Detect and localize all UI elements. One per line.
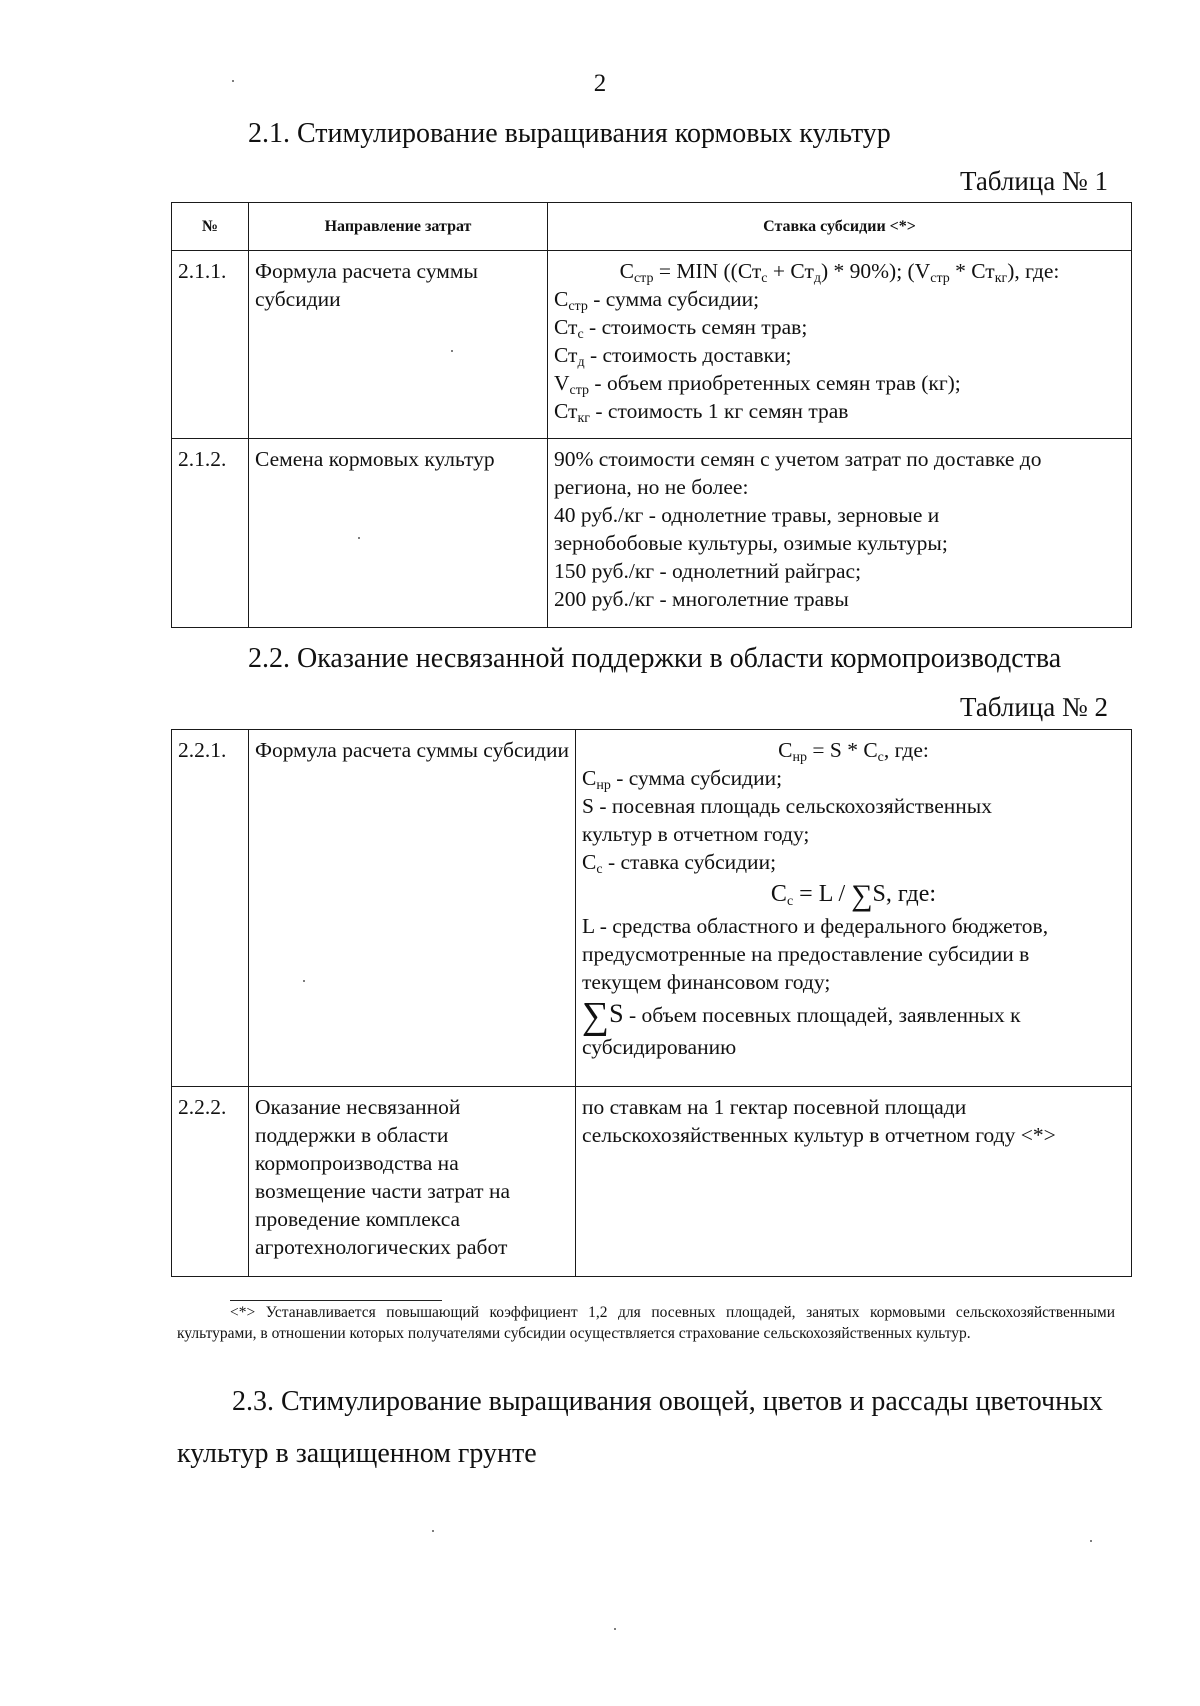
rate-line: 40 руб./кг - однолетние травы, зерновые и: [554, 503, 940, 527]
rate-line: 150 руб./кг - однолетний райграс;: [554, 559, 862, 583]
definition-line: ∑S - объем посевных площадей, заявленных к: [582, 995, 1021, 1037]
row-num: 2.2.1.: [172, 730, 249, 1087]
definition-line: предусмотренные на предоставление субсидии в: [582, 942, 1030, 966]
section-2-3-heading-line2: культур в защищенном грунте: [177, 1438, 537, 1469]
direction-line: поддержки в области: [255, 1123, 449, 1147]
table-2-caption: Таблица № 2: [960, 692, 1108, 722]
header-rate: Ставка субсидии <*>: [548, 203, 1132, 251]
row-num: 2.2.2.: [172, 1087, 249, 1277]
definition-line: $V_{стр}$ - объем приобретенных семян трав (кг);: [554, 371, 961, 398]
row-num: 2.1.1.: [172, 251, 249, 439]
definition-line: $С_{нр}$ - сумма субсидии;: [582, 766, 783, 793]
row-num: 2.1.2.: [172, 439, 249, 628]
page-number: 2: [593, 70, 607, 97]
table-row: [172, 1087, 1132, 1277]
scan-speck: [432, 1530, 434, 1532]
table-row: [172, 730, 1132, 1087]
scan-speck: [303, 980, 305, 982]
table-1-header-row: [172, 203, 1132, 251]
footnote: <*> Устанавливается повышающий коэффициент 1,2 для посевных площадей, занятых кормовыми сельскохозяйственными культурами, в отношении которых получателями субсидии осуществляется страхование сельскохозяйственных культур.: [177, 1304, 1115, 1342]
formula-line: $С_с = L / \sum S$, где:: [770, 879, 937, 912]
row-direction: Семена кормовых культур: [249, 439, 548, 628]
table-1-caption: Таблица № 1: [960, 166, 1108, 196]
header-num: №: [172, 203, 249, 251]
direction-line: кормопроизводства на: [255, 1151, 459, 1175]
rate-line: 90% стоимости семян с учетом затрат по доставке до: [554, 447, 1042, 471]
direction-line: Оказание несвязанной: [255, 1095, 461, 1119]
rate-line: 200 руб./кг - многолетние травы: [554, 587, 849, 611]
section-2-3-heading-line1: 2.3. Стимулирование выращивания овощей, цветов и рассады цветочных: [232, 1386, 1103, 1417]
section-2-1-heading: 2.1. Стимулирование выращивания кормовых культур: [248, 118, 891, 149]
scan-speck: [358, 537, 360, 539]
table-row: [172, 251, 1132, 439]
rate-line: по ставкам на 1 гектар посевной площади: [582, 1095, 967, 1119]
rate-line: сельскохозяйственных культур в отчетном году <*>: [582, 1123, 1056, 1147]
definition-line: S - посевная площадь сельскохозяйственных: [582, 794, 992, 818]
table-1: [171, 202, 1132, 628]
formula-line: $С_{стр}$ = MIN $((Ст_с + Ст_д) * 90\%)$; $(V_{стр} * Ст_{кг})$, где:: [619, 259, 1060, 286]
row-rate: [576, 1087, 1132, 1277]
definition-line: текущем финансовом году;: [582, 970, 831, 994]
row-rate: [548, 439, 1132, 628]
row-direction: Формула расчета суммы субсидии: [249, 730, 576, 1087]
row-direction: Формула расчета суммы субсидии: [249, 251, 548, 439]
definition-line: субсидированию: [582, 1035, 737, 1059]
definition-line: L - средства областного и федерального бюджетов,: [582, 914, 1049, 938]
sigma-symbol: ∑: [582, 995, 610, 1037]
row-rate: [576, 730, 1132, 1087]
section-2-2-heading: 2.2. Оказание несвязанной поддержки в области кормопроизводства: [248, 643, 1062, 674]
definition-line: $С_{стр}$ - сумма субсидии;: [554, 287, 760, 314]
row-rate: [548, 251, 1132, 439]
direction-line: агротехнологических работ: [255, 1235, 508, 1259]
definition-line: $Ст_д$ - стоимость доставки;: [554, 343, 792, 370]
scan-speck: [232, 80, 234, 82]
definition-line: культур в отчетном году;: [582, 822, 810, 846]
definition-line: $Ст_{кг}$ - стоимость 1 кг семян трав: [554, 399, 849, 426]
scan-speck: [1090, 1540, 1092, 1542]
table-2: [171, 729, 1132, 1277]
direction-line: возмещение части затрат на: [255, 1179, 510, 1203]
scan-speck: [451, 350, 453, 352]
footnote-rule: [230, 1300, 442, 1301]
direction-line: проведение комплекса: [255, 1207, 461, 1231]
definition-line: $С_с$ - ставка субсидии;: [582, 850, 777, 877]
header-direction: Направление затрат: [249, 203, 548, 251]
rate-line: зернобобовые культуры, озимые культуры;: [554, 531, 948, 555]
scan-speck: [614, 1628, 616, 1630]
sigma-symbol: ∑: [851, 879, 873, 912]
formula-line: $С_{нр} = S * С_с$, где:: [778, 738, 929, 765]
rate-line: региона, но не более:: [554, 475, 749, 499]
table-row: [172, 439, 1132, 628]
definition-line: $Ст_с$ - стоимость семян трав;: [554, 315, 808, 342]
row-direction: [249, 1087, 576, 1277]
